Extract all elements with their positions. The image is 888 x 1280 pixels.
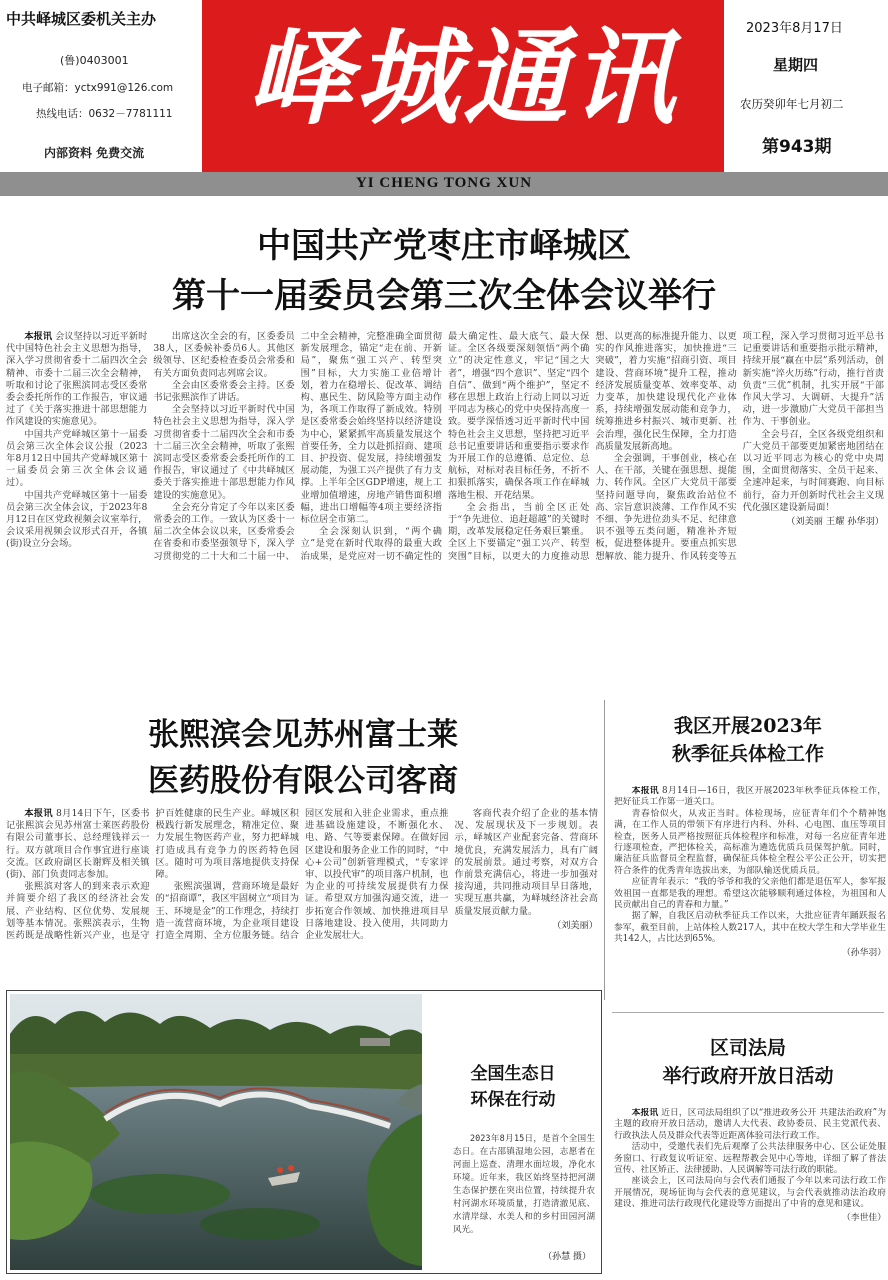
- story3-dateline: 本报讯: [631, 786, 659, 796]
- email-label: 电子邮箱：yctx991@126.com: [22, 82, 174, 94]
- story2-body: [6, 808, 598, 990]
- lead-paragraph: 全会坚持以习近平新时代中国特色社会主义思想为指导，深入学习贯彻省委十二届四次全会和市委十二届三次全会精神，听取了张熙滨同志受区委常委会委托所作的工作报告，审议通过了《中共峄城区委关于落实推进十部思想能力作风建设的实施意见》。: [153, 404, 295, 501]
- story3-paragraph: 8月14日—16日，我区开展2023年秋季征兵体检工作，把好征兵工作第一道关口。: [614, 786, 886, 808]
- story2-headline-line1: 张熙滨会见苏州富士莱: [148, 717, 458, 753]
- story4-paragraph: 座谈会上，区司法局向与会代表们通报了今年以来司法行政工作开展情况，现场征询与会代表的意见建议，与会代表就推动法治政府建设、推进司法行政现代化建设等方面提出了中肯的意见和建议。: [614, 1176, 886, 1210]
- date-label: 2023年8月17日: [746, 21, 843, 36]
- lead-paragraph: 全会深刻认识到，“两个确立”是党在新时代取得的最重大政治成果，是党应对一切不确定性的最大确定性、最大底气、最大保证。全区各级要深刻领悟“两个确立”的决定性意义，牢记“国之大者”，增强“四个意识”、坚定“四个自信”、做到“两个维护”，坚定不移在思想上政治上行动上同以习近平同志为核心的党中央保持高度一致。要学深悟透习近平新时代中国特色社会主义思想，坚持把习近平总书记重要讲话和重要指示要求作为开展工作的总遵循、总定位、总航标，对标对表目标任务，不折不扣狠抓落实，确保各项工作在峄城落地生根、开花结果。: [300, 331, 590, 562]
- photo-headline-line2: 环保在行动: [470, 1090, 556, 1110]
- story2-paragraph: 张熙滨强调，营商环境是最好的“招商谭”，我区牢固树立“项目为王、环境是金”的工作理念，持续打造一流营商环境，为企业项目建设打造全周期、全方位服务链。结合园区发展和入驻企业需求，重点推进基础设施建设，不断强化水、电、路、气等要素保障。在做好园区建设和服务企业工作的同时，“中心+公司”创新管理模式，“专家评审、以投代审”的项目落户机制，也为企业的可持续发展提供有力保证。希望双方加强沟通交流，进一步拓宽合作领域、加快推进项目早日落地建设、投入使用，共同助力企业发展壮大。: [155, 808, 449, 942]
- lead-paragraph: 中国共产党峄城区第十一届委员会第三次全体会议公报（2023年8月12日中国共产党峄城区第十一届委员会第三次全体会议通过）。: [6, 428, 148, 489]
- story4-paragraph: 近日，区司法局组织了以“推进政务公开 共建法治政府”为主题的政府开放日活动，邀请人大代表、政协委员、民主党派代表、行政执法人员及群众代表等近距离体验司法行政工作。: [614, 1108, 886, 1141]
- story3-body: [614, 786, 886, 998]
- story2-dateline: 本报讯: [24, 808, 53, 819]
- weekday-label: 星期四: [773, 56, 819, 74]
- lead-paragraph: 全会由区委常委会主持。区委书记张熙滨作了讲话。: [153, 379, 295, 404]
- pinyin-band: [0, 172, 888, 196]
- lead-paragraph: 出席这次全会的有，区委委员38人，区委候补委员6人。其他区级领导、区纪委检查委员会常委和有关方面负责同志列席会议。: [153, 331, 295, 379]
- masthead-title: 峄城通讯: [246, 16, 679, 139]
- serial-number: (鲁)0403001: [60, 54, 129, 67]
- story4-headline-line2: 举行政府开放日活动: [662, 1065, 834, 1087]
- lead-paragraph: 全会号召，全区各级党组织和广大党员干部要更加紧密地团结在以习近平同志为核心的党中央周围，全面贯彻落实、全员干起来、全速冲起来，与时间赛跑、向目标前行，奋力开创新时代社会主义现代化强区建设新局面！: [742, 428, 884, 513]
- story2-byline: （刘美丽）: [552, 919, 598, 931]
- lead-body: [6, 331, 884, 683]
- story4-headline-line1: 区司法局: [709, 1037, 786, 1059]
- wetland-photo-svg: [10, 994, 422, 1270]
- masthead: [0, 0, 888, 172]
- story4-dateline: 本报讯: [631, 1108, 659, 1118]
- story4-paragraph: 活动中，受邀代表们先后观摩了公共法律服务中心、区公证处服务窗口、行政复议听证室、远程帮教会见中心等地，详细了解了普法宣传、社区矫正、法律援助、人民调解等司法行政的职能。: [614, 1142, 886, 1176]
- story4-body: [614, 1108, 886, 1276]
- story3-headline: [610, 712, 886, 768]
- lead-paragraph: 会议坚持以习近平新时代中国特色社会主义思想为指导，深入学习贯彻省委十二届四次全会精神、市委十二届三次全会精神，听取和讨论了张熙滨同志受区委常委会委托所作的工作报告，审议通过了《关于落实推进十部思想能力作风建设的实施意见》。: [6, 331, 148, 428]
- story2-paragraph: 张熙滨对客人的到来表示欢迎并简要介绍了我区的经济社会发展、产业结构、区位优势、发展规划等基本情况。张熙滨表示，生物医药既是战略性新兴产业，也是守护百姓健康的民生产业。峄城区积极践行新发展理念，精准定位、聚力发展生物医药产业，努力把峄城打造成具有竞争力的医药特色园区。随时可为项目落地提供支持保障。: [6, 808, 299, 942]
- lead-headline-line2: 第十一届委员会第三次全体会议举行: [172, 276, 716, 316]
- photo-caption: 2023年8月15日，是首个全国生态日。在古邵镇湿地公园，志愿者在河面上巡查、清理水面垃圾，净化水环境。近年来，我区始终坚持把河湖生态保护摆在突出位置，持续提升农村河湖水环境质量，打造清澈见底、水清岸绿、水美人和的乡村田园河湖风光。: [453, 1134, 595, 1235]
- story3-headline-line2: 秋季征兵体检工作: [671, 743, 824, 765]
- masthead-title-block: [202, 0, 724, 172]
- story4-byline: （李世佳）: [842, 1212, 886, 1223]
- story3-paragraph: 应征青年表示：“我的爷爷和我的父亲他们都是退伍军人，参军报效祖国一直都是我的理想。希望这次能够顺利通过体检，为祖国和人民贡献出自己的青春和力量。”: [614, 877, 886, 911]
- story3-paragraph: 青春恰似火，从戎正当时。体检现场，应征青年们个个精神饱满，在工作人员的带领下有序进行内科、外科、心电图、血压等项目检查，医务人员严格按照征兵体检程序和标准，对每一名应征青年进行逐项检查，严把体检关，高标准为遴选优质兵员保驾护航。同时，廉洁征兵监督员全程监督，确保征兵体检全程公平公正公开，切实把符合条件的优秀青年选拔出来，为部队输送优质兵员。: [614, 808, 886, 876]
- photo-credit: （孙慧 摄）: [543, 1252, 591, 1262]
- lead-paragraph: 全会指出，当前全区正处于“争先进位、追赶超越”的关键时期，改革发展稳定任务艰巨繁重。全区上下要锚定“强工兴产、转型突围”目标，以更大的力度推动思想、以更高的标准提升能力、以更实的作风推进落实，加快推进“三突破”，着力实施“招商引资、项目建设、营商环境”提升工程，推动经济发展质量变革、效率变革、动力变革，加快建设现代化产业体系，持续增强发展动能和竞争力，统筹推进乡村振兴、城市更新、社会治理，强化民生保障，全力打造高质量发展新高地。: [447, 331, 737, 562]
- photo-headline: [431, 1061, 595, 1113]
- host-label: 中共峄城区委机关主办: [6, 10, 157, 28]
- story3-byline: （孙华羽）: [842, 947, 886, 958]
- story3-paragraph: 据了解，自我区启动秋季征兵工作以来，大批应征青年踊跃报名参军，截至目前，上站体检人数217人，其中在校大学生和大学毕业生共142人，占比达到65%。: [614, 911, 886, 945]
- lead-headline-line1: 中国共产党枣庄市峄城区: [257, 226, 631, 266]
- lead-paragraph: 全会充分肯定了今年以来区委常委会的工作。一致认为区委十一届二次全体会议以来，区委常委会在省委和市委坚强领导下，深入学习贯彻党的二十大和二十届一中、二中全会精神，完整准确全面贯彻新发展理念，锚定“走在前、开新局”，聚焦“强工兴产、转型突围”目标，大力实施工业倍增计划，着力在稳增长、促改革、调结构、惠民生、防风险等方面主动作为，各项工作取得了新成效。特别是区委常委会始终坚持以经济建设为中心，紧紧抓牢高质量发展这个首要任务，全力以赴抓招商、建项目、护投资、促发展，持续增强发展动能，为强工兴产提供了有力支撑。上半年全区GDP增速，规上工业增加值增速，房地产销售面积增幅，进出口增幅等4项主要经济指标位居全市第二。: [153, 331, 442, 562]
- story3-headline-line1: 我区开展2023年: [674, 715, 822, 737]
- story2-paragraph: 客商代表介绍了企业的基本情况、发展现状及下一步规划。表示，峄城区产业配套完备、营商环境优良，充满发展活力，具有广阔的发展前景。通过考察，对双方合作前景充满信心，将进一步加强对接沟通，共同推动项目早日落地，实现互惠共赢，为峄城经济社会高质量发展贡献力量。: [454, 808, 598, 917]
- lead-paragraph: 中国共产党峄城区第十一届委员会第三次全体会议，于2023年8月12日在区党政视频会议室举行，会议采用视频会议形式召开，各镇(街)设立分会场。: [6, 489, 148, 550]
- wetland-photo: [10, 994, 422, 1270]
- issue-number: 第943期: [762, 137, 832, 157]
- photo-box: [6, 990, 602, 1274]
- lead-dateline: 本报讯: [24, 331, 53, 342]
- story4-headline: [610, 1034, 886, 1090]
- story2-headline-line2: 医药股份有限公司客商: [148, 763, 458, 799]
- column-divider: [604, 700, 605, 1000]
- story4-divider: [612, 1012, 884, 1013]
- lunar-date: 农历癸卯年七月初二: [740, 97, 844, 111]
- lead-byline: （刘美丽 王耀 孙华羽）: [786, 516, 884, 528]
- pinyin-title: YI CHENG TONG XUN: [355, 175, 533, 191]
- photo-headline-line1: 全国生态日: [470, 1064, 556, 1084]
- story2-headline: [18, 714, 588, 802]
- story2-paragraph: 8月14日下午，区委书记张熙滨会见苏州富士莱医药股份有限公司董事长、总经理钱祥云一行。双方就项目合作事宜进行座谈交流。区政府副区长谢辉及相关镇(街)、部门负责同志参加。: [6, 808, 150, 881]
- lead-headline: [0, 224, 888, 318]
- phone-label: 热线电话：0632－7781111: [36, 108, 173, 120]
- lead-paragraph: 全会强调，干事创业，核心在人、在干部，关键在强思想、提能力、转作风。全区广大党员干部要坚持问题导向，聚焦政治站位不高、宗旨意识淡薄、工作作风不实不细、争先进位劲头不足、纪律意识不强等五类问题，精准补齐短板，促进整体提升。要重点抓实思想解放、能力提升、作风转变等五项工程，深入学习贯彻习近平总书记重要讲话和重要指示批示精神，持续开展“赢在中层”系列活动，创新实施“淬火历练”行动，推行首责负责“三优”机制，扎实开展“干部作风大学习、大调研、大提升”活动，进一步激励广大党员干部担当作为、干事创业。: [595, 331, 884, 562]
- internal-note: 内部资料 免费交流: [44, 146, 145, 160]
